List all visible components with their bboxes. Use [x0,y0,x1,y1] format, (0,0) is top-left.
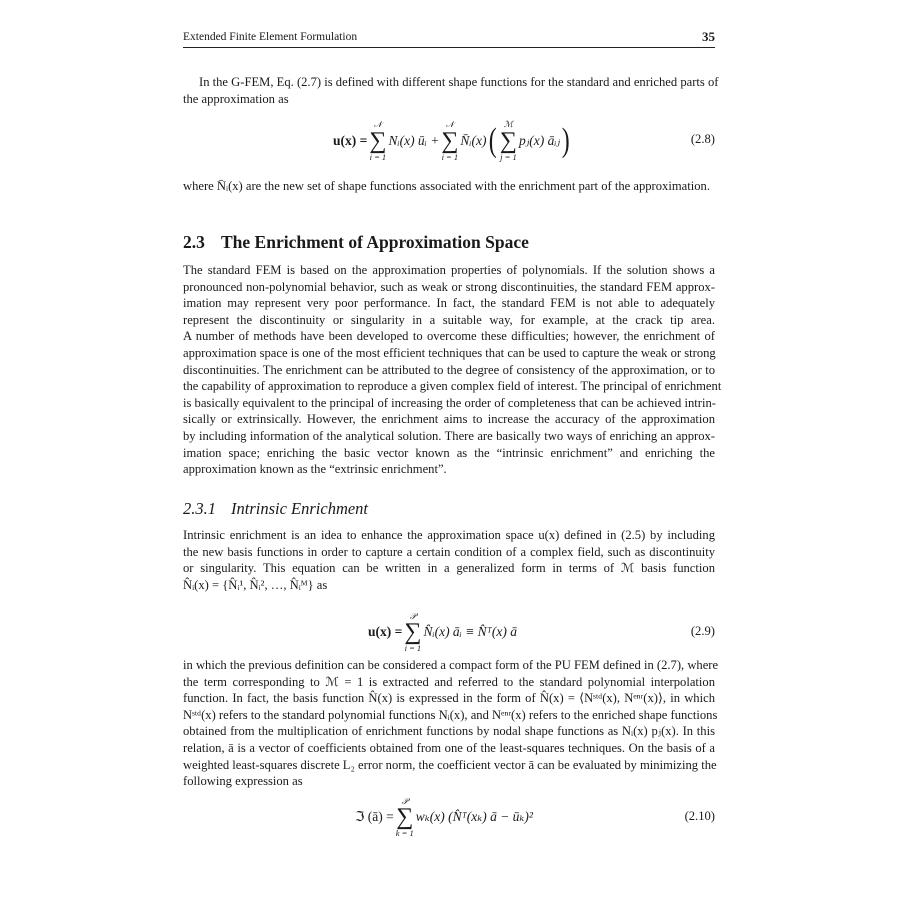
summation: 𝒩 ∑ i = 1 [441,119,459,162]
summation: ℳ ∑ j = 1 [499,119,517,162]
summation: 𝒫 ∑ i = 1 [404,610,422,653]
text-line: The standard FEM is based on the approximation properties of polynomials. If the solution shows a [183,263,715,277]
equation-2-10 [183,793,715,841]
text-line: or singularity. This equation can be written in a generalized form in terms of ℳ basis function [183,561,715,576]
text-line: the approximation as [183,91,289,106]
text-line: the new basis functions in order to capture a certain condition of a complex field, such as discontinuity [183,544,715,559]
eq-term: Nᵢ(x) ūᵢ + [388,132,440,148]
eq-term: N̄ᵢ(x) [460,132,487,148]
text-line: approximation known as the “extrinsic enrichment”. [183,462,447,477]
text-line: pronounced non-polynomial behavior, such as weak or strong discontinuities, the standard FEM approx- [183,279,715,294]
text-line: imation may represent very poor performance. In fact, the standard FEM is not able to adequately [183,296,715,311]
equation-number: (2.9) [690,624,715,638]
running-title: Extended Finite Element Formulation [183,31,358,43]
text-line: N̂ᵢ(x) = {N̂ᵢ¹, N̂ᵢ², …, N̂ᵢᴹ} as [183,577,328,592]
eq-lhs: ℑ (ā) = [355,809,394,824]
paragraph-gfem [183,74,719,107]
text-line: by including information of the analytical solution. There are basically two ways of enriching an approx- [183,428,715,443]
text-line: function. In fact, the basis function N̂(x) is expressed in the form of N̂(x) = ⟨Nˢᵗᵈ(x), Nᵉⁿʳ(x)⟩, in which [183,691,715,706]
equation-2-8 [183,113,715,168]
equation-2-9 [183,608,715,656]
paragraph-pu-fem [183,657,719,790]
right-paren: ) [561,121,570,159]
text-line: where N̄ᵢ(x) are the new set of shape functions associated with the enrichment part of the approximation. [183,179,710,193]
text-line: the term corresponding to ℳ = 1 is extracted and referred to the standard polynomial interpolation [183,674,715,689]
subsection-number: 2.3.1 [183,499,216,518]
text-line: the capability of approximation to reproduce a given complex field of interest. The principal of enrichment [183,379,722,394]
text-line: A number of methods have been developed to overcome these difficulties; however, the enrichment of [183,329,715,344]
text-line: discontinuities. The enrichment can be attributed to the degree of consistency of the approximation, or to [183,362,715,377]
text-line: sically or extrinsically. However, the enrichment aims to increase the accuracy of the approximation [183,412,715,427]
eq-term: N̂ᵢ(x) āᵢ ≡ N̂ᵀ(x) ā [423,624,518,639]
equation-number: (2.10) [684,809,715,823]
text-line: relation, ā is a vector of coefficients obtained from one of the least-squares techniques. On the basis of a [183,740,715,755]
text-line: In the G-FEM, Eq. (2.7) is defined with different shape functions for the standard and enriched parts of [199,75,719,89]
text-line: in which the previous definition can be considered a compact form of the PU FEM defined in (2.7), where [183,658,719,672]
running-header [183,31,715,48]
text-line: imation space; enriching the basic vector known as the “intrinsic enrichment” and enriching the [183,445,715,460]
text-line: represent the discontinuity or singularity in a suitable way, for example, at the crack tip area. [183,312,715,327]
eq-lhs: u(x) = [333,132,368,148]
text-line: following expression as [183,774,303,789]
text-line: Intrinsic enrichment is an idea to enhance the approximation space u(x) defined in (2.5) by including [183,528,715,542]
equation-number: (2.8) [690,132,715,146]
summation: 𝒩 ∑ i = 1 [369,119,387,162]
section-title: The Enrichment of Approximation Space [221,232,529,252]
left-paren: ( [488,121,497,159]
subsection-heading [183,499,368,519]
text-line: obtained from the multiplication of enrichment functions by nodal shape functions as Nᵢ(x) pⱼ(x). In this [183,724,715,739]
eq-term: wₖ(x) (N̂ᵀ(xₖ) ā − ūₖ)² [415,809,533,824]
summation: 𝒫 ∑ k = 1 [395,795,414,838]
paragraph-intrinsic [183,527,715,593]
eq-lhs: u(x) = [368,624,403,639]
subsection-title: Intrinsic Enrichment [231,499,369,518]
section-number: 2.3 [183,232,205,252]
text-line: is basically equivalent to the principal of increasing the order of completeness that can be achieved intrin- [183,395,716,410]
text-line: approximation space is one of the most efficient techniques that can be used to capture the weak or strong [183,345,716,360]
paragraph-where [183,178,715,195]
paragraph-enrichment [183,262,722,478]
text-line: Nˢᵗᵈ(x) refers to the standard polynomial functions Nᵢ(x), and Nᵉⁿʳ(x) refers to the enriched shape functions [183,707,718,722]
text-line: weighted least-squares discrete L₂ error norm, the coefficient vector ā can be evaluated by minimizing the [183,757,717,772]
section-heading [183,232,529,253]
eq-term: pⱼ(x) āᵢⱼ [518,132,561,148]
page-number: 35 [702,29,715,44]
